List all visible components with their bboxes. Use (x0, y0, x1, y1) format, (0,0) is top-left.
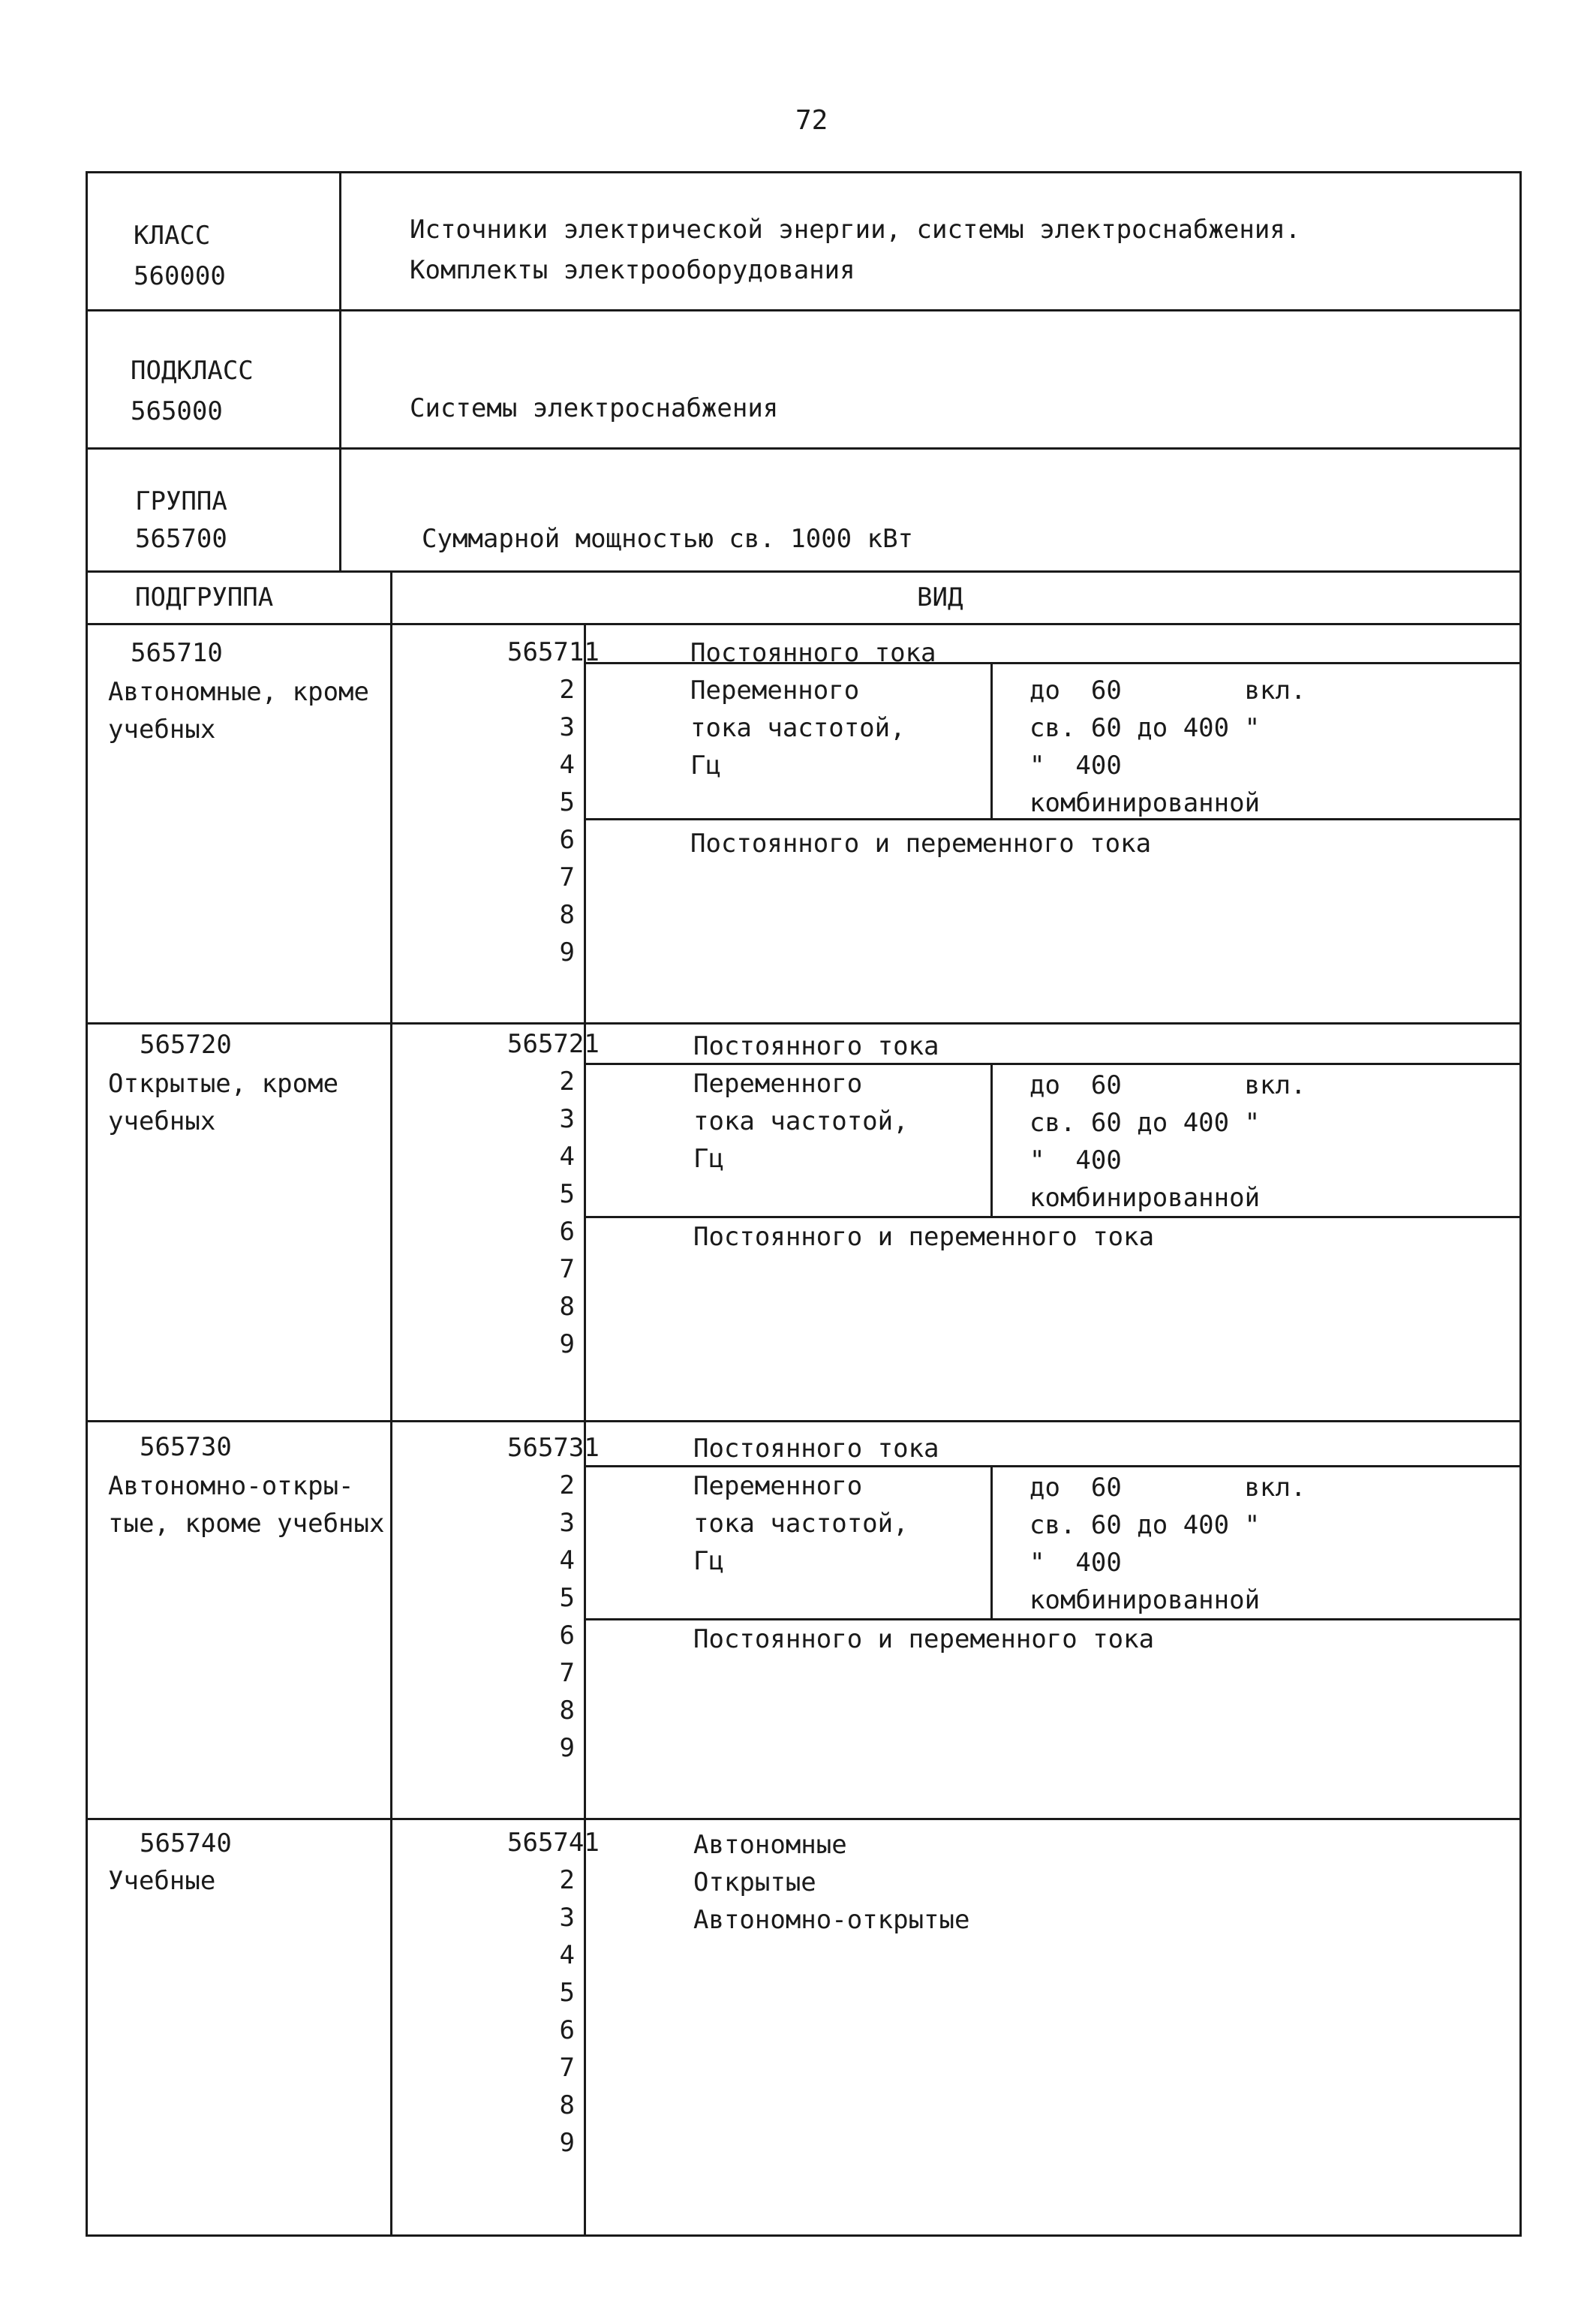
type-dc-ac: Постоянного и переменного тока (690, 829, 1152, 859)
class-title: Источники электрической энергии, системы электроснабжения. (410, 215, 1301, 245)
type-ac: Переменного (693, 1069, 863, 1099)
type-code: 6 (559, 1217, 575, 1247)
subgroup-name: учебных (108, 1106, 216, 1136)
subgroup-divider (86, 1022, 1522, 1025)
row-divider (584, 1216, 1522, 1218)
type-code: 3 (559, 712, 575, 742)
type-code: 2 (559, 675, 575, 705)
type-ac: тока частотой, (693, 1509, 909, 1539)
frequency-range: до 60 вкл. (1029, 1070, 1306, 1100)
frequency-range: св. 60 до 400 " (1029, 713, 1261, 743)
type-code: 3 (559, 1903, 575, 1933)
subgroup-code: 565730 (140, 1432, 232, 1462)
subgroup-code: 565740 (140, 1828, 232, 1858)
type-code: 565741 (507, 1828, 600, 1858)
subgroup-name: Открытые, кроме (108, 1069, 339, 1099)
frequency-combined: комбинированной (1029, 788, 1261, 818)
subclass-label: ПОДКЛАСС (131, 356, 254, 386)
type-code: 5 (559, 787, 575, 817)
type-code: 4 (559, 1940, 575, 1970)
type-ac: Переменного (693, 1471, 863, 1501)
frequency-range: " 400 (1029, 751, 1122, 781)
type-code: 7 (559, 1254, 575, 1284)
group-code: 565700 (135, 524, 227, 554)
group-title: Суммарной мощностью св. 1000 кВт (422, 524, 914, 554)
subgroup-column-divider (390, 570, 392, 2237)
type-code: 4 (559, 1545, 575, 1575)
type-dc-ac: Постоянного и переменного тока (693, 1624, 1155, 1654)
subgroup-divider (86, 1420, 1522, 1422)
type-code: 565721 (507, 1029, 600, 1059)
subgroup-code: 565710 (131, 638, 223, 668)
type-code: 5 (559, 1583, 575, 1613)
frequency-column-divider (990, 1063, 993, 1216)
type-code: 5 (559, 1978, 575, 2008)
type-ac: Гц (690, 751, 721, 781)
page-number: 72 (795, 105, 828, 136)
code-column-divider (584, 623, 586, 2237)
type-code: 6 (559, 2015, 575, 2045)
type-code: 4 (559, 1142, 575, 1172)
type-dc: Постоянного тока (690, 638, 936, 668)
type-code: 6 (559, 825, 575, 855)
type-code: 6 (559, 1620, 575, 1651)
frequency-range: до 60 вкл. (1029, 1473, 1306, 1503)
type-code: 5 (559, 1179, 575, 1209)
type-code: 3 (559, 1508, 575, 1538)
subgroup-column-header: ПОДГРУППА (135, 582, 274, 612)
type-dc: Постоянного тока (693, 1434, 939, 1464)
type-code: 8 (559, 900, 575, 930)
type-code: 9 (559, 1329, 575, 1359)
type-code: 7 (559, 2053, 575, 2083)
type-code: 8 (559, 2090, 575, 2120)
subclass-code: 565000 (131, 396, 223, 426)
header-column-divider (339, 171, 341, 570)
frequency-range: " 400 (1029, 1145, 1122, 1175)
frequency-range: " 400 (1029, 1548, 1122, 1578)
type-ac: Гц (693, 1144, 724, 1174)
type-item: Автономные (693, 1830, 847, 1860)
type-dc: Постоянного тока (693, 1031, 939, 1061)
type-code: 7 (559, 862, 575, 892)
type-item: Открытые (693, 1867, 816, 1897)
type-code: 9 (559, 1733, 575, 1763)
row-divider (86, 570, 1522, 573)
class-code: 560000 (134, 261, 226, 291)
subgroup-name: Автономно-откры- (108, 1471, 354, 1501)
type-column-header: ВИД (917, 582, 963, 612)
subgroup-name: учебных (108, 715, 216, 745)
class-title: Комплекты электрооборудования (410, 255, 855, 285)
frequency-range: до 60 вкл. (1029, 676, 1306, 706)
type-ac: тока частотой, (693, 1106, 909, 1136)
subgroup-name: Учебные (108, 1866, 216, 1896)
frequency-column-divider (990, 662, 993, 818)
type-code: 2 (559, 1865, 575, 1895)
type-ac: Переменного (690, 676, 860, 706)
row-divider (86, 309, 1522, 311)
frequency-column-divider (990, 1465, 993, 1618)
subgroup-name: Автономные, кроме (108, 677, 369, 707)
type-code: 3 (559, 1104, 575, 1134)
frequency-range: св. 60 до 400 " (1029, 1510, 1261, 1540)
type-code: 4 (559, 750, 575, 780)
type-code: 8 (559, 1292, 575, 1322)
frequency-combined: комбинированной (1029, 1585, 1261, 1615)
type-ac: Гц (693, 1546, 724, 1576)
subclass-title: Системы электроснабжения (410, 393, 779, 423)
type-code: 8 (559, 1696, 575, 1726)
type-ac: тока частотой, (690, 713, 906, 743)
row-divider (86, 623, 1522, 625)
row-divider (86, 447, 1522, 450)
frequency-combined: комбинированной (1029, 1183, 1261, 1213)
frequency-range: св. 60 до 400 " (1029, 1108, 1261, 1138)
type-code: 2 (559, 1067, 575, 1097)
group-label: ГРУППА (135, 486, 227, 516)
type-code: 9 (559, 2128, 575, 2158)
type-code: 565711 (507, 637, 600, 667)
type-code: 565731 (507, 1433, 600, 1463)
row-divider (584, 1618, 1522, 1620)
subgroup-name: тые, кроме учебных (108, 1509, 385, 1539)
class-label: КЛАСС (134, 221, 211, 251)
type-dc-ac: Постоянного и переменного тока (693, 1222, 1155, 1252)
type-code: 9 (559, 937, 575, 967)
type-item: Автономно-открытые (693, 1905, 970, 1935)
type-code: 7 (559, 1658, 575, 1688)
type-code: 2 (559, 1470, 575, 1500)
subgroup-code: 565720 (140, 1030, 232, 1060)
subgroup-divider (86, 1818, 1522, 1820)
